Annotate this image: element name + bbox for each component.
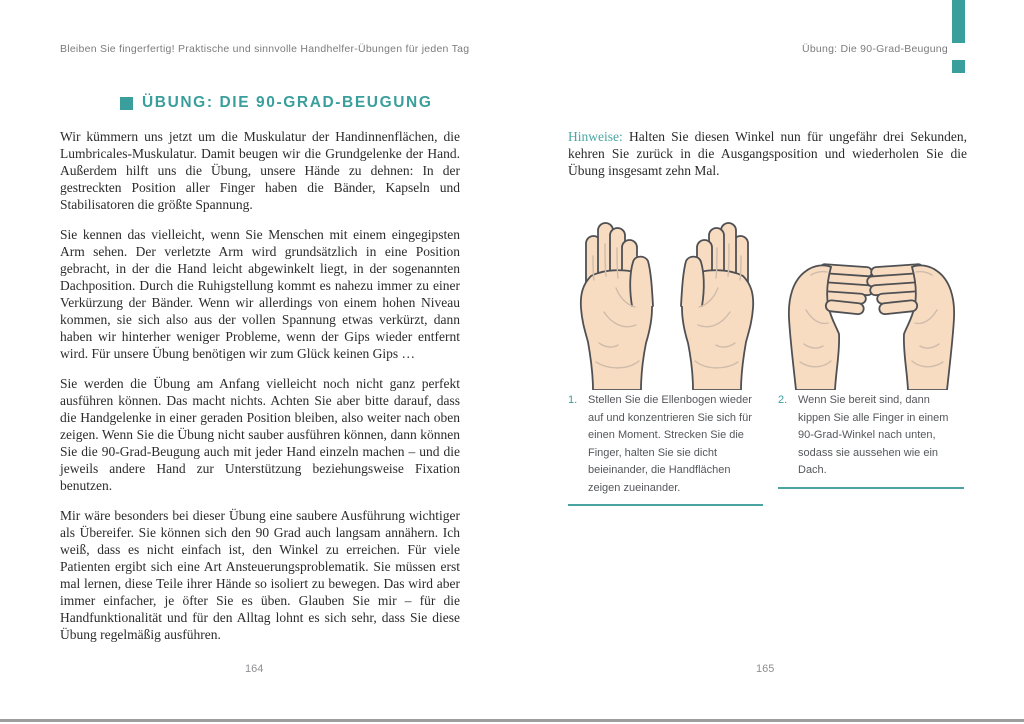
note-paragraph bbox=[568, 128, 967, 192]
paragraph: Sie kennen das vielleicht, wenn Sie Menschen mit einem eingegipsten Arm sehen. Der verletzte Arm wird grundsätzlich in eine Position gebracht, in der die Hand leicht abgewinkelt liegt, in der sogenannten Dachposition. Durch die Ruhigstellung kommt es nahezu immer zu einer Verkürzung der Bänder. Wenn wir allerdings von einem hohen Niveau kommen, sie sich also aus der vollen Spannung etwas verkürzt, dann haben wir hinterher weniger Probleme, wenn der Gips wieder entfernt wird. Für unsere Übung benötigen wir zum Glück keinen Gips … bbox=[60, 227, 460, 361]
hands-upright-illustration bbox=[566, 212, 768, 390]
page-number-right: 165 bbox=[756, 663, 775, 675]
step-caption-1 bbox=[568, 392, 763, 506]
step-number: 1. bbox=[568, 394, 578, 406]
note-label: Hinweise: bbox=[568, 129, 623, 144]
paragraph: Mir wäre besonders bei dieser Übung eine saubere Ausführung wichtiger als Übereifer. Sie können sich den 90 Grad auch langsam annähern. Ich weiß, dass es nicht einfach ist, den Winkel zu erreichen. Für viele Patienten ergibt sich eine Art Ansteuerungsproblematik. Sie müssen erst mal lernen, diese Teile ihrer Hände so isoliert zu bewegen. Das wird aber immer einfacher, je öfter Sie es üben. Glauben Sie mir – für die Handfunktionalität und für den Alltag lohnt es sich sehr, dass Sie diese Übung regelmäßig ausführen. bbox=[60, 508, 460, 642]
step-text: Wenn Sie bereit sind, dann kippen Sie alle Finger in einem 90-Grad-Winkel nach unten, sodass sie aussehen wie ein Dach. bbox=[798, 394, 949, 476]
caption-divider bbox=[568, 504, 763, 506]
page-bottom-edge bbox=[0, 719, 1024, 722]
hands-bent-90-illustration bbox=[778, 212, 965, 390]
chapter-heading-label: ÜBUNG: DIE 90-GRAD-BEUGUNG bbox=[142, 94, 433, 111]
left-page-body bbox=[60, 128, 460, 656]
square-bullet-icon bbox=[120, 97, 133, 110]
page-number-left: 164 bbox=[245, 663, 264, 675]
paragraph: Wir kümmern uns jetzt um die Muskulatur der Handinnenflächen, die Lumbricales-Muskulatur. Damit beugen wir die Grundgelenke der Hand. Außerdem hilft uns die Übung, unsere Hände zu dehnen: In der gestreckten Position aller Finger haben die Bänder, Kapseln und Stabilisatoren die größte Spannung. bbox=[60, 129, 460, 212]
paragraph bbox=[568, 128, 967, 179]
chapter-heading bbox=[120, 94, 432, 112]
accent-edge-square bbox=[952, 60, 965, 73]
paragraph: Sie werden die Übung am Anfang vielleicht noch nicht ganz perfekt ausführen können. Das macht nichts. Achten Sie aber bitte darauf, dass die Handgelenke in einer geraden Position bleiben, also weiter nach oben zeigen. Wenn Sie die Übung nicht sauber ausführen können, dann können Sie die 90-Grad-Beugung auch mit jeder Hand einzeln machen – und die jeweils andere Hand zur Unterstützung beziehungsweise Fixation benutzen. bbox=[60, 376, 460, 493]
running-head-right: Übung: Die 90-Grad-Beugung bbox=[801, 43, 948, 55]
accent-edge-bar bbox=[952, 0, 965, 43]
note-text: Halten Sie diesen Winkel nun für ungefähr drei Sekunden, kehren Sie zurück in die Ausgangsposition und wiederholen Sie die Übung insgesamt zehn Mal. bbox=[568, 129, 967, 178]
running-head-left: Bleiben Sie fingerfertig! Praktische und sinnvolle Handhelfer-Übungen für jeden Tag bbox=[60, 43, 470, 55]
step-number: 2. bbox=[778, 394, 788, 406]
step-text: Stellen Sie die Ellenbogen wieder auf und konzentrieren Sie sich für einen Moment. Strecken Sie die Finger, halten Sie sie dicht beieinander, die Handflächen zeigen zueinander. bbox=[588, 394, 752, 494]
step-caption-2 bbox=[778, 392, 964, 489]
caption-divider bbox=[778, 487, 964, 489]
